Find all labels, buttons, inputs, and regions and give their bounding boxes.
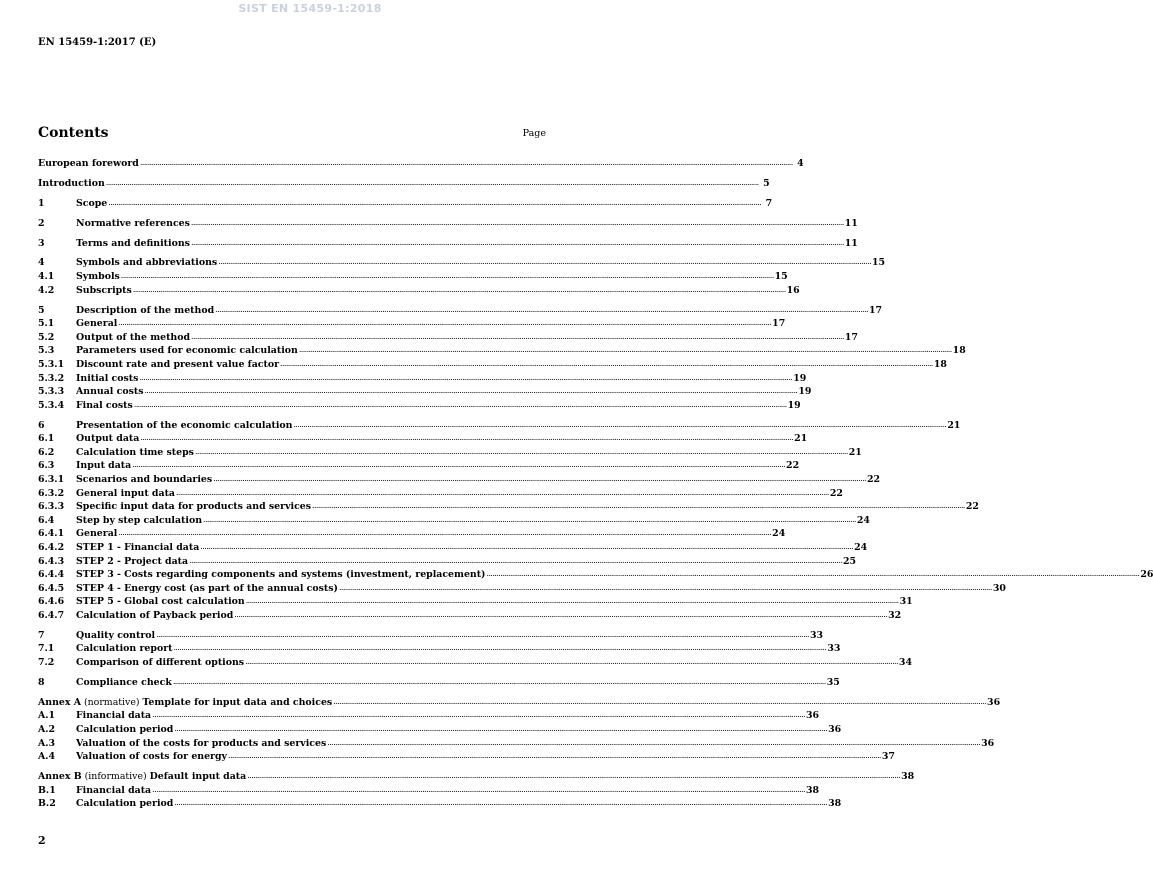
dot-leader [234, 608, 887, 622]
toc-entry[interactable] [38, 656, 912, 670]
toc-entry[interactable] [38, 344, 966, 358]
toc-entry[interactable] [38, 399, 801, 413]
toc-entry-title-text: Valuation of the costs for products and services [76, 737, 327, 749]
toc-entry[interactable] [38, 500, 979, 514]
dot-leader [118, 316, 771, 330]
toc-entry[interactable] [38, 358, 947, 372]
toc-entry-page: 25 [842, 555, 856, 567]
contents-heading: Contents [38, 125, 109, 141]
dot-leader [108, 196, 761, 210]
toc-entry[interactable] [38, 473, 881, 487]
toc-entry-page: 31 [899, 596, 913, 608]
toc-entry-number: 5.3 [38, 345, 55, 357]
dot-leader [213, 472, 866, 486]
toc-entry[interactable] [38, 709, 820, 723]
annex-type-note: (informative) [81, 771, 150, 783]
toc-entry-page: 35 [826, 676, 840, 688]
dot-leader [333, 695, 986, 709]
toc-entry[interactable] [38, 157, 804, 171]
dot-leader [152, 783, 805, 797]
toc-entry-title [76, 609, 233, 623]
toc-entry-title-text: Financial data [76, 784, 152, 796]
toc-entry-page: 32 [888, 609, 902, 621]
toc-entry-title-text: Output data [76, 433, 140, 445]
toc-entry-title [76, 514, 202, 528]
toc-entry-title [76, 527, 117, 541]
toc-entry-page: 30 [992, 582, 1006, 594]
dot-leader [200, 540, 853, 554]
toc-entry-title [76, 270, 120, 284]
toc-entry-number: 6 [38, 419, 45, 431]
toc-entry-title-text: General [76, 528, 118, 540]
dot-leader [134, 398, 787, 412]
toc-entry-title-text: Parameters used for economic calculation [76, 345, 298, 357]
dot-leader [339, 581, 992, 595]
dot-leader [218, 255, 871, 269]
toc-entry-title [76, 709, 151, 723]
annex-title-text: Default input data [149, 771, 247, 783]
toc-entry-title-text: Calculation of Payback period [76, 609, 234, 621]
toc-entry-title-text: Calculation period [76, 798, 174, 810]
toc-entry-number: 6.2 [38, 446, 55, 458]
dot-leader [327, 736, 980, 750]
toc-entry-page: 24 [854, 541, 868, 553]
dot-leader [156, 628, 809, 642]
toc-entry-title-text: Initial costs [76, 372, 139, 384]
toc-entry-title [76, 304, 214, 318]
toc-entry-title-text: Output of the method [76, 331, 191, 343]
toc-entry-number: 5.3.3 [38, 386, 65, 398]
toc-entry-number: 6.3 [38, 460, 55, 472]
toc-entry-title [76, 432, 139, 446]
toc-entry-number: A.4 [38, 751, 56, 763]
toc-entry-number: 2 [38, 217, 45, 229]
toc-entry-title [38, 177, 105, 191]
toc-entry-page: 26 [1140, 569, 1153, 581]
toc-entry-page: 19 [798, 386, 812, 398]
page-number: 2 [38, 834, 46, 847]
toc-entry-title [76, 750, 227, 764]
toc-entry-number: 6.3.3 [38, 501, 65, 513]
toc-entry-title-text: General input data [76, 487, 175, 499]
toc-entry-title-text: Valuation of costs for energy [76, 751, 228, 763]
toc-entry-page: 21 [794, 433, 808, 445]
toc-entry-page: 19 [793, 372, 807, 384]
toc-entry-title [76, 629, 155, 643]
toc-entry-title-text: Scenarios and boundaries [76, 473, 213, 485]
toc-entry-page: 36 [828, 723, 842, 735]
dot-leader [173, 675, 826, 689]
toc-entry-title-text: Annex B [38, 771, 82, 783]
toc-entry-title [76, 784, 151, 798]
toc-entry-number: A.2 [38, 723, 56, 735]
toc-entry[interactable] [38, 676, 840, 690]
dot-leader [191, 236, 844, 250]
toc-entry-title-text: Compliance check [76, 676, 172, 688]
toc-entry[interactable] [38, 750, 895, 764]
toc-entry-title-text: STEP 2 - Project data [76, 555, 189, 567]
toc-entry-title [76, 317, 117, 331]
toc-entry-page: 24 [772, 528, 786, 540]
toc-entry[interactable] [38, 737, 995, 751]
toc-entry-page: 22 [786, 460, 800, 472]
toc-entry-number: 6.4.7 [38, 609, 65, 621]
toc-entry-number: 5 [38, 304, 45, 316]
toc-entry-number: A.3 [38, 737, 56, 749]
toc-entry-title [38, 770, 246, 784]
toc-entry-title-text: Calculation report [76, 643, 173, 655]
toc-entry-number: 4.1 [38, 271, 55, 283]
toc-entry-page: 33 [827, 643, 841, 655]
toc-entry-page: 22 [867, 473, 881, 485]
toc-entry-title [76, 256, 217, 270]
toc-entry-title-text: STEP 4 - Energy cost (as part of the annual costs) [76, 582, 338, 594]
dot-leader [280, 357, 933, 371]
toc-entry[interactable] [38, 514, 870, 528]
toc-entry-number: A.1 [38, 710, 56, 722]
toc-entry-page: 37 [881, 751, 895, 763]
toc-entry-number: 7 [38, 629, 45, 641]
toc-entry-page: 11 [844, 237, 858, 249]
dot-leader [246, 594, 899, 608]
toc-entry[interactable] [38, 197, 773, 211]
toc-entry-page: 16 [786, 284, 800, 296]
toc-entry-page: 7 [765, 197, 773, 209]
dot-leader [299, 343, 952, 357]
dot-leader [191, 216, 844, 230]
toc-entry-title-text: Input data [76, 460, 132, 472]
toc-entry-title [76, 473, 212, 487]
toc-entry-title-text: Calculation period [76, 723, 174, 735]
dot-leader [132, 458, 785, 472]
toc-entry-title-text: Annual costs [76, 386, 144, 398]
dot-leader [174, 796, 827, 810]
toc-entry-number: 6.4.4 [38, 569, 65, 581]
toc-entry-page: 38 [901, 771, 915, 783]
toc-entry-number: 6.4.6 [38, 596, 65, 608]
toc-entry-title [76, 358, 279, 372]
toc-entry-number: 1 [38, 197, 45, 209]
toc-entry-page: 17 [772, 318, 786, 330]
toc-entry-page: 36 [987, 696, 1001, 708]
toc-entry-page: 5 [763, 177, 770, 189]
toc-entry[interactable] [38, 770, 915, 784]
toc-entry[interactable] [38, 527, 786, 541]
toc-entry[interactable] [38, 284, 800, 298]
toc-entry[interactable] [38, 432, 808, 446]
toc-entry[interactable] [38, 541, 868, 555]
toc-entry-number: 5.1 [38, 318, 55, 330]
dot-leader [152, 708, 805, 722]
dot-leader [191, 330, 844, 344]
toc-entry-page: 4 [797, 158, 804, 169]
table-of-contents [38, 157, 1153, 811]
toc-entry-title [76, 541, 199, 555]
toc-entry-page: 24 [856, 514, 870, 526]
toc-entry-page: 22 [965, 501, 979, 513]
dot-leader [189, 554, 842, 568]
toc-entry-title-text: STEP 5 - Global cost calculation [76, 596, 245, 608]
toc-entry-title [76, 237, 190, 251]
dot-leader [195, 445, 848, 459]
dot-leader [106, 176, 759, 190]
toc-entry[interactable] [38, 642, 841, 656]
watermark: SIST EN 15459-1:2018 [238, 2, 382, 15]
toc-entry[interactable] [38, 446, 862, 460]
toc-entry-title-text: Discount rate and present value factor [76, 358, 280, 370]
dot-leader [144, 384, 797, 398]
toc-entry-title [76, 723, 173, 737]
toc-entry-title [76, 217, 190, 231]
toc-entry-page: 38 [828, 798, 842, 810]
dot-leader [139, 371, 792, 385]
toc-entry-title [76, 500, 311, 514]
toc-entry[interactable] [38, 372, 807, 386]
toc-entry[interactable] [38, 568, 1153, 582]
toc-entry-title [76, 487, 175, 501]
toc-entry[interactable] [38, 317, 786, 331]
dot-leader [174, 722, 827, 736]
dot-leader [312, 499, 965, 513]
toc-entry-page: 15 [872, 257, 886, 269]
toc-entry-title-text: Symbols [76, 271, 120, 283]
toc-entry-number: B.2 [38, 798, 56, 810]
dot-leader [121, 269, 774, 283]
toc-entry-title [76, 284, 132, 298]
toc-entry-page: 36 [805, 710, 820, 722]
toc-entry-number: 3 [38, 237, 45, 249]
toc-entry[interactable] [38, 304, 883, 318]
toc-entry-title [76, 385, 143, 399]
toc-entry-page: 33 [809, 629, 823, 641]
toc-entry-title [76, 419, 292, 433]
toc-entry-title-text: STEP 1 - Financial data [76, 541, 200, 553]
toc-entry-title [76, 555, 188, 569]
toc-entry-title [76, 344, 298, 358]
toc-entry-page: 18 [933, 358, 947, 370]
toc-entry-title-text: Terms and definitions [76, 237, 190, 249]
toc-entry-number: 6.4.5 [38, 582, 65, 594]
toc-entry-number: 6.3.1 [38, 473, 65, 485]
dot-leader [176, 486, 829, 500]
toc-entry[interactable] [38, 237, 858, 251]
dot-leader [140, 431, 793, 445]
toc-entry-title-text: Annex A [38, 696, 81, 708]
toc-entry-title [76, 595, 245, 609]
toc-entry-number: 4 [38, 257, 45, 269]
dot-leader [245, 655, 898, 669]
toc-entry-title-text: Scope [76, 197, 108, 209]
toc-entry-title [76, 197, 107, 211]
toc-entry-number: 8 [38, 676, 45, 688]
dot-leader [203, 513, 856, 527]
page-column-label: Page [522, 128, 546, 139]
toc-entry-title [76, 459, 131, 473]
toc-entry-title-text: STEP 3 - Costs regarding components and systems (investment, replacement) [76, 569, 486, 581]
toc-entry-number: 4.2 [38, 284, 55, 296]
toc-entry-page: 19 [787, 399, 801, 411]
annex-title-text: Template for input data and choices [142, 696, 333, 708]
toc-entry-number: 5.3.4 [38, 399, 65, 411]
toc-entry-page: 11 [844, 217, 858, 229]
toc-entry-title [38, 696, 332, 710]
toc-entry-number: 6.3.2 [38, 487, 65, 499]
toc-entry-number: 6.4 [38, 514, 55, 526]
dot-leader [228, 749, 881, 763]
toc-entry-title [76, 656, 244, 670]
toc-entry-title [76, 372, 138, 386]
toc-entry-title [76, 676, 172, 690]
dot-leader [140, 156, 793, 170]
toc-entry-page: 18 [952, 345, 966, 357]
toc-entry-title-text: Specific input data for products and services [76, 501, 312, 513]
toc-entry[interactable] [38, 595, 913, 609]
toc-entry-page: 22 [829, 487, 843, 499]
toc-entry-page: 36 [981, 737, 995, 749]
toc-entry[interactable] [38, 459, 800, 473]
toc-entry-number: 5.3.1 [38, 358, 65, 370]
toc-entry[interactable] [38, 331, 858, 345]
toc-entry-title-text: European foreword [38, 158, 139, 169]
toc-entry-page: 21 [848, 446, 862, 458]
toc-entry-title-text: Final costs [76, 399, 133, 411]
dot-leader [247, 769, 900, 783]
toc-entry[interactable] [38, 582, 1006, 596]
toc-entry[interactable] [38, 629, 823, 643]
toc-entry[interactable] [38, 419, 961, 433]
toc-entry-page: 17 [844, 331, 858, 343]
toc-entry-title-text: Presentation of the economic calculation [76, 419, 293, 431]
toc-entry[interactable] [38, 797, 842, 811]
toc-entry[interactable] [38, 270, 788, 284]
toc-entry[interactable] [38, 256, 886, 270]
toc-entry-title-text: Step by step calculation [76, 514, 203, 526]
annex-type-note: (normative) [81, 696, 143, 708]
toc-entry-title [76, 568, 486, 582]
dot-leader [173, 641, 826, 655]
toc-entry-page: 15 [774, 271, 788, 283]
toc-entry-title [76, 642, 172, 656]
document-id: EN 15459-1:2017 (E) [38, 37, 157, 48]
toc-entry-title [76, 797, 173, 811]
toc-entry-title-text: Introduction [38, 177, 105, 189]
toc-entry-number: 6.4.3 [38, 555, 65, 567]
dot-leader [293, 418, 946, 432]
toc-entry-page: 21 [947, 419, 961, 431]
toc-entry[interactable] [38, 217, 858, 231]
toc-entry-title-text: Calculation time steps [76, 446, 194, 458]
toc-entry-page: 17 [868, 304, 883, 316]
toc-entry-number: 6.4.2 [38, 541, 65, 553]
toc-entry-title [38, 157, 139, 171]
toc-entry-title [76, 399, 133, 413]
toc-entry-number: 7.1 [38, 643, 55, 655]
dot-leader [487, 567, 1140, 581]
toc-entry-number: 7.2 [38, 656, 55, 668]
toc-entry-number: 6.4.1 [38, 528, 65, 540]
toc-entry-number: 5.3.2 [38, 372, 65, 384]
toc-entry-page: 34 [898, 656, 912, 668]
toc-entry-title [76, 582, 338, 596]
toc-entry-title [76, 331, 190, 345]
toc-entry[interactable] [38, 385, 812, 399]
toc-entry[interactable] [38, 696, 1001, 710]
toc-entry-title-text: Normative references [76, 217, 190, 229]
toc-entry-title [76, 737, 326, 751]
toc-entry-title-text: Description of the method [76, 304, 215, 316]
toc-entry[interactable] [38, 487, 843, 501]
toc-entry-title-text: General [76, 318, 118, 330]
toc-entry-number: 6.1 [38, 433, 55, 445]
toc-entry-title-text: Financial data [76, 710, 152, 722]
dot-leader [118, 526, 771, 540]
toc-entry-title-text: Subscripts [76, 284, 132, 296]
toc-entry-title-text: Symbols and abbreviations [76, 257, 218, 269]
dot-leader [133, 283, 786, 297]
toc-entry[interactable] [38, 784, 820, 798]
toc-entry-title-text: Quality control [76, 629, 156, 641]
toc-entry-title [76, 446, 194, 460]
toc-entry-title-text: Comparison of different options [76, 656, 245, 668]
toc-entry-number: 5.2 [38, 331, 55, 343]
toc-entry[interactable] [38, 177, 770, 191]
toc-entry[interactable] [38, 723, 842, 737]
toc-entry[interactable] [38, 555, 856, 569]
toc-entry[interactable] [38, 609, 902, 623]
toc-entry-page: 38 [805, 784, 820, 796]
dot-leader [215, 303, 868, 317]
toc-entry-number: B.1 [38, 784, 56, 796]
